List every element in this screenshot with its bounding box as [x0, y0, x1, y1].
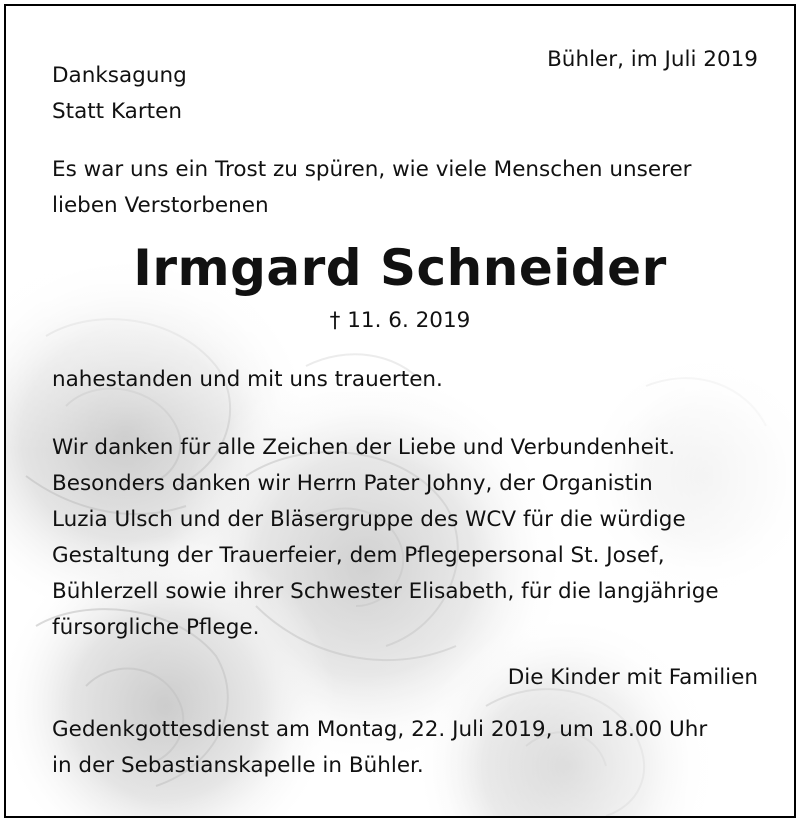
intro-line: lieben Verstorbenen: [52, 193, 269, 218]
memorial-service: [52, 712, 707, 784]
header-line: Statt Karten: [52, 99, 182, 124]
memorial-line: Gedenkgottesdienst am Montag, 22. Juli 2019, um 18.00 Uhr: [52, 717, 708, 742]
location-date: Bühler, im Juli 2019: [547, 47, 758, 72]
thanks-line: Bühlerzell sowie ihrer Schwester Elisabeth, für die langjährige: [52, 579, 719, 604]
after-name-text: nahestanden und mit uns trauerten.: [52, 367, 443, 392]
intro-paragraph: [52, 152, 692, 224]
obituary-notice: [4, 4, 796, 818]
death-date: 11. 6. 2019: [347, 308, 471, 333]
thanks-line: Besonders danken wir Herrn Pater Johny, der Organistin: [52, 471, 653, 496]
notice-header: [52, 58, 187, 130]
memorial-line: in der Sebastianskapelle in Bühler.: [52, 753, 424, 778]
cross-icon: †: [329, 308, 341, 333]
thanks-line: Luzia Ulsch und der Bläsergruppe des WCV für die würdige: [52, 507, 686, 532]
header-line: Danksagung: [52, 63, 187, 88]
intro-line: Es war uns ein Trost zu spüren, wie viele Menschen unserer: [52, 157, 692, 182]
signature: Die Kinder mit Familien: [507, 665, 758, 690]
thanks-line: Wir danken für alle Zeichen der Liebe und Verbundenheit.: [52, 435, 676, 460]
death-date-line: [6, 303, 794, 339]
thanks-line: Gestaltung der Trauerfeier, dem Pflegepersonal St. Josef,: [52, 543, 665, 568]
deceased-name: Irmgard Schneider: [133, 239, 667, 297]
thanks-line: fürsorgliche Pflege.: [52, 615, 260, 640]
thanks-paragraph: [52, 430, 719, 646]
